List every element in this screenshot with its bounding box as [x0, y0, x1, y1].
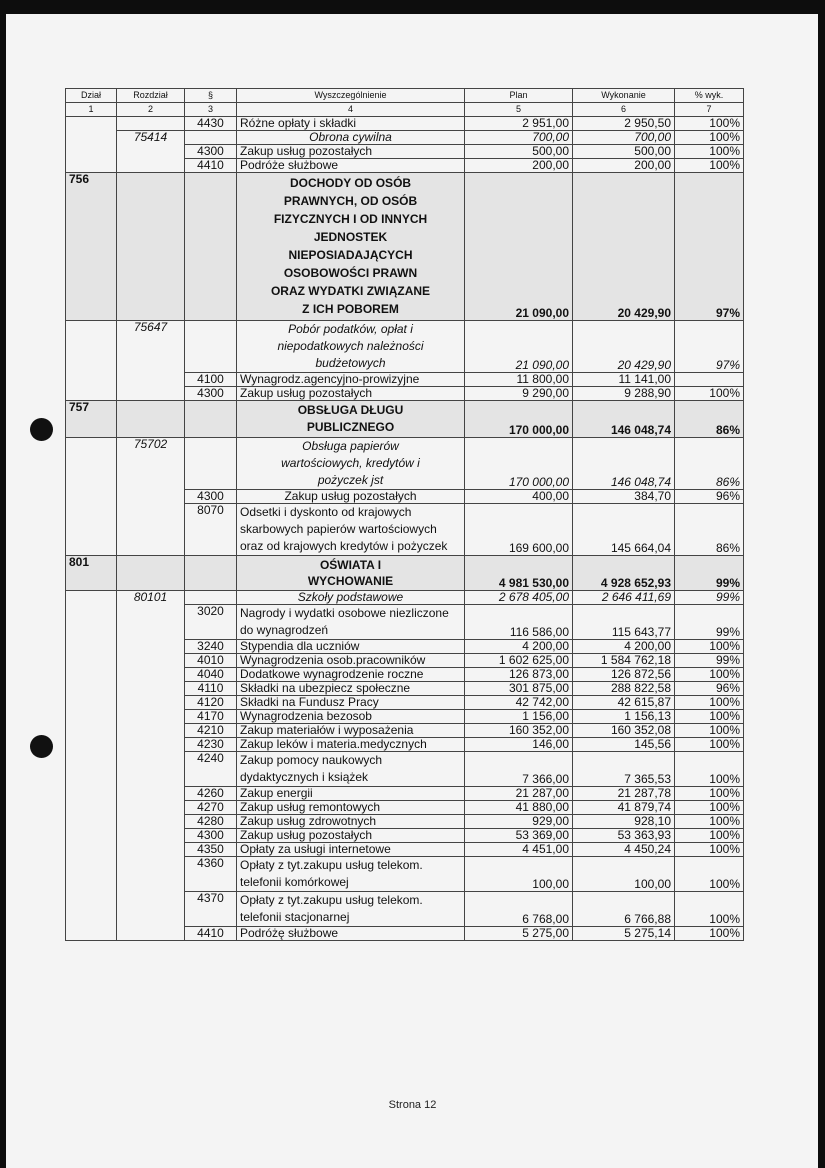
plan-value: 21 090,00: [465, 173, 573, 321]
percent-value: 100%: [675, 131, 744, 145]
plan-value: 169 600,00: [465, 504, 573, 556]
column-number: 7: [675, 103, 744, 117]
description: Dodatkowe wynagrodzenie roczne: [237, 668, 465, 682]
paragraph-code: 3020: [185, 605, 237, 640]
percent-value: 99%: [675, 654, 744, 668]
plan-value: 170 000,00: [465, 438, 573, 490]
wykonanie-value: 9 288,90: [573, 387, 675, 401]
wykonanie-value: 115 643,77: [573, 605, 675, 640]
description: Zakup usług pozostałych: [237, 829, 465, 843]
percent-value: 86%: [675, 401, 744, 438]
description: Obsługa papierów wartościowych, kredytów i pożyczek jst: [237, 438, 465, 490]
plan-value: 6 768,00: [465, 892, 573, 927]
percent-value: 96%: [675, 682, 744, 696]
percent-value: 86%: [675, 438, 744, 490]
paragraph-code: 4300: [185, 490, 237, 504]
description: Zakup usług pozostałych: [237, 387, 465, 401]
percent-value: 100%: [675, 829, 744, 843]
plan-value: 1 602 625,00: [465, 654, 573, 668]
paragraph-code: 4010: [185, 654, 237, 668]
paragraph-code: 4210: [185, 724, 237, 738]
wykonanie-value: 146 048,74: [573, 438, 675, 490]
description: Podróże służbowe: [237, 159, 465, 173]
column-number: 1: [66, 103, 117, 117]
plan-value: 929,00: [465, 815, 573, 829]
page-number: Strona 12: [388, 1099, 437, 1111]
wykonanie-value: 6 766,88: [573, 892, 675, 927]
column-number: 3: [185, 103, 237, 117]
percent-value: 100%: [675, 117, 744, 131]
plan-value: 4 451,00: [465, 843, 573, 857]
wykonanie-value: 1 584 762,18: [573, 654, 675, 668]
wykonanie-value: 20 429,90: [573, 321, 675, 373]
paragraph-code: 4120: [185, 696, 237, 710]
column-number: 5: [465, 103, 573, 117]
description: Zakup materiałów i wyposażenia: [237, 724, 465, 738]
wykonanie-value: 1 156,13: [573, 710, 675, 724]
description: Zakup usług pozostałych: [237, 490, 465, 504]
percent-value: 100%: [675, 710, 744, 724]
rozdzial-row: [66, 131, 744, 145]
header-row: [66, 89, 744, 103]
wykonanie-value: 41 879,74: [573, 801, 675, 815]
wykonanie-value: 11 141,00: [573, 373, 675, 387]
rozdzial-row: [66, 438, 744, 490]
wykonanie-value: 4 450,24: [573, 843, 675, 857]
wykonanie-value: 21 287,78: [573, 787, 675, 801]
wykonanie-value: 288 822,58: [573, 682, 675, 696]
paragraph-code: 4230: [185, 738, 237, 752]
wykonanie-value: 2 646 411,69: [573, 591, 675, 605]
dzial-row: [66, 556, 744, 591]
budget-table: [65, 88, 744, 941]
plan-value: 11 800,00: [465, 373, 573, 387]
plan-value: 170 000,00: [465, 401, 573, 438]
percent-value: 100%: [675, 696, 744, 710]
plan-value: 126 873,00: [465, 668, 573, 682]
percent-value: 96%: [675, 490, 744, 504]
column-header: Rozdział: [117, 89, 185, 103]
description: Wynagrodz.agencyjno-prowizyjne: [237, 373, 465, 387]
plan-value: 400,00: [465, 490, 573, 504]
percent-value: 97%: [675, 173, 744, 321]
dzial-cell: [66, 591, 117, 941]
plan-value: 53 369,00: [465, 829, 573, 843]
plan-value: 200,00: [465, 159, 573, 173]
paragraph-code: 4260: [185, 787, 237, 801]
description: Obrona cywilna: [237, 131, 465, 145]
plan-value: 7 366,00: [465, 752, 573, 787]
percent-value: 100%: [675, 145, 744, 159]
paragraph-code: 4410: [185, 159, 237, 173]
percent-value: 100%: [675, 640, 744, 654]
description: Pobór podatków, opłat i niepodatkowych należności budżetowych: [237, 321, 465, 373]
percent-value: 100%: [675, 387, 744, 401]
description: Zakup leków i materia.medycznych: [237, 738, 465, 752]
percent-value: 100%: [675, 752, 744, 787]
description: Zakup usług remontowych: [237, 801, 465, 815]
rozdzial-row: [66, 591, 744, 605]
paragraph-code: 4300: [185, 145, 237, 159]
description: Odsetki i dyskonto od krajowych skarbowych papierów wartościowych oraz od krajowych kredytów i pożyczek: [237, 504, 465, 556]
plan-value: 41 880,00: [465, 801, 573, 815]
rozdzial-code: 75702: [117, 438, 185, 556]
plan-value: 2 678 405,00: [465, 591, 573, 605]
percent-value: 99%: [675, 605, 744, 640]
wykonanie-value: 700,00: [573, 131, 675, 145]
paragraph-code: 4100: [185, 373, 237, 387]
plan-value: 21 287,00: [465, 787, 573, 801]
rozdzial-code: 80101: [117, 591, 185, 941]
paragraph-code: 4170: [185, 710, 237, 724]
description: DOCHODY OD OSÓB PRAWNYCH, OD OSÓB FIZYCZNYCH I OD INNYCH JEDNOSTEK NIEPOSIADAJĄCYCH OSOBOWOŚCI PRAWN ORAZ WYDATKI ZWIĄZANE Z ICH POBOREM: [237, 173, 465, 321]
plan-value: 4 981 530,00: [465, 556, 573, 591]
rozdzial-code: 75647: [117, 321, 185, 401]
rozdzial-row: [66, 321, 744, 373]
percent-value: 100%: [675, 815, 744, 829]
dzial-code: 757: [66, 401, 117, 438]
paragraph-code: 4240: [185, 752, 237, 787]
description: Zakup usług zdrowotnych: [237, 815, 465, 829]
paragraph-code: 3240: [185, 640, 237, 654]
description: Różne opłaty i składki: [237, 117, 465, 131]
wykonanie-value: 145,56: [573, 738, 675, 752]
percent-value: 86%: [675, 504, 744, 556]
rozdzial-code: 75414: [117, 131, 185, 173]
column-number: 6: [573, 103, 675, 117]
description: Nagrody i wydatki osobowe niezliczone do wynagrodzeń: [237, 605, 465, 640]
plan-value: 4 200,00: [465, 640, 573, 654]
wykonanie-value: 100,00: [573, 857, 675, 892]
plan-value: 9 290,00: [465, 387, 573, 401]
paragraph-code: 4300: [185, 387, 237, 401]
paragraph-code: 4360: [185, 857, 237, 892]
paragraph-code: 4410: [185, 927, 237, 941]
percent-value: 99%: [675, 591, 744, 605]
plan-value: 42 742,00: [465, 696, 573, 710]
percent-value: 100%: [675, 787, 744, 801]
wykonanie-value: 200,00: [573, 159, 675, 173]
plan-value: 1 156,00: [465, 710, 573, 724]
plan-value: 146,00: [465, 738, 573, 752]
column-header: % wyk.: [675, 89, 744, 103]
percent-value: 100%: [675, 801, 744, 815]
column-number: 2: [117, 103, 185, 117]
paragraph-code: 4110: [185, 682, 237, 696]
column-header: Wykonanie: [573, 89, 675, 103]
wykonanie-value: 145 664,04: [573, 504, 675, 556]
plan-value: 2 951,00: [465, 117, 573, 131]
paragraph-code: 4270: [185, 801, 237, 815]
plan-value: 160 352,00: [465, 724, 573, 738]
dzial-cell: [66, 117, 117, 173]
description: Opłaty z tyt.zakupu usług telekom. telefonii stacjonarnej: [237, 892, 465, 927]
paragraph-code: 4040: [185, 668, 237, 682]
dzial-cell: [66, 438, 117, 556]
plan-value: 700,00: [465, 131, 573, 145]
plan-value: 301 875,00: [465, 682, 573, 696]
description: OŚWIATA I WYCHOWANIE: [237, 556, 465, 591]
plan-value: 116 586,00: [465, 605, 573, 640]
column-number: 4: [237, 103, 465, 117]
wykonanie-value: 4 200,00: [573, 640, 675, 654]
column-header: §: [185, 89, 237, 103]
paragraph-code: 4370: [185, 892, 237, 927]
percent-value: 100%: [675, 738, 744, 752]
description: Zakup usług pozostałych: [237, 145, 465, 159]
column-header: Plan: [465, 89, 573, 103]
description: Opłaty za usługi internetowe: [237, 843, 465, 857]
wykonanie-value: 500,00: [573, 145, 675, 159]
wykonanie-value: 7 365,53: [573, 752, 675, 787]
description: Wynagrodzenia bezosob: [237, 710, 465, 724]
column-number-row: [66, 103, 744, 117]
percent-value: 100%: [675, 927, 744, 941]
description: Szkoły podstawowe: [237, 591, 465, 605]
wykonanie-value: 160 352,08: [573, 724, 675, 738]
punch-hole: [30, 418, 53, 441]
description: Podróżę służbowe: [237, 927, 465, 941]
percent-value: 100%: [675, 857, 744, 892]
wykonanie-value: 928,10: [573, 815, 675, 829]
dzial-code: 801: [66, 556, 117, 591]
percent-value: [675, 373, 744, 387]
table-row: [66, 117, 744, 131]
plan-value: 21 090,00: [465, 321, 573, 373]
wykonanie-value: 42 615,87: [573, 696, 675, 710]
percent-value: 100%: [675, 668, 744, 682]
percent-value: 100%: [675, 892, 744, 927]
column-header: Dział: [66, 89, 117, 103]
percent-value: 97%: [675, 321, 744, 373]
dzial-cell: [66, 321, 117, 401]
description: Wynagrodzenia osob.pracowników: [237, 654, 465, 668]
percent-value: 100%: [675, 724, 744, 738]
percent-value: 99%: [675, 556, 744, 591]
column-header: Wyszczególnienie: [237, 89, 465, 103]
percent-value: 100%: [675, 159, 744, 173]
paragraph-code: 4280: [185, 815, 237, 829]
description: Zakup energii: [237, 787, 465, 801]
description: Stypendia dla uczniów: [237, 640, 465, 654]
percent-value: 100%: [675, 843, 744, 857]
plan-value: 500,00: [465, 145, 573, 159]
wykonanie-value: 53 363,93: [573, 829, 675, 843]
paragraph-code: 4430: [185, 117, 237, 131]
wykonanie-value: 20 429,90: [573, 173, 675, 321]
wykonanie-value: 4 928 652,93: [573, 556, 675, 591]
paragraph-code: 4300: [185, 829, 237, 843]
description: Składki na ubezpiecz społeczne: [237, 682, 465, 696]
paragraph-code: 4350: [185, 843, 237, 857]
wykonanie-value: 146 048,74: [573, 401, 675, 438]
description: Zakup pomocy naukowych dydaktycznych i książek: [237, 752, 465, 787]
plan-value: 100,00: [465, 857, 573, 892]
dzial-row: [66, 401, 744, 438]
description: Składki na Fundusz Pracy: [237, 696, 465, 710]
plan-value: 5 275,00: [465, 927, 573, 941]
wykonanie-value: 126 872,56: [573, 668, 675, 682]
dzial-code: 756: [66, 173, 117, 321]
wykonanie-value: 384,70: [573, 490, 675, 504]
punch-hole: [30, 735, 53, 758]
description: OBSŁUGA DŁUGU PUBLICZNEGO: [237, 401, 465, 438]
wykonanie-value: 2 950,50: [573, 117, 675, 131]
dzial-row: [66, 173, 744, 321]
wykonanie-value: 5 275,14: [573, 927, 675, 941]
description: Opłaty z tyt.zakupu usług telekom. telefonii komórkowej: [237, 857, 465, 892]
paragraph-code: 8070: [185, 504, 237, 556]
